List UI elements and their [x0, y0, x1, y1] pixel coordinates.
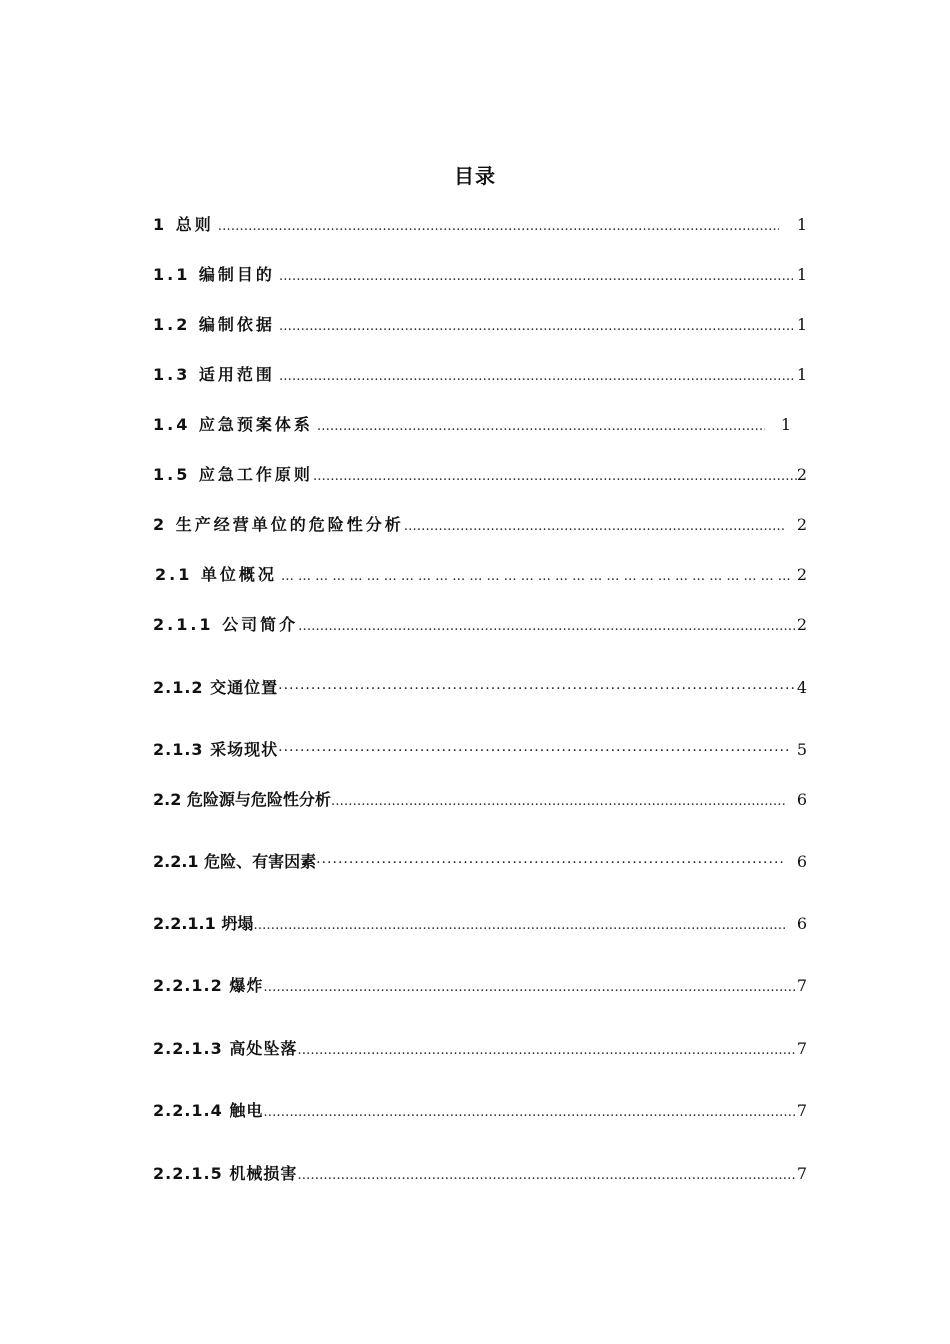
toc-entry-page: 2 [796, 615, 807, 634]
toc-entry-page: 1 [780, 415, 791, 434]
toc-entry-label: 1.1 编制目的 [153, 265, 275, 284]
toc-entry-1-5 [153, 462, 807, 486]
toc-dot-leader [279, 319, 793, 334]
toc-entry-page: 7 [796, 976, 807, 995]
toc-entry-1-1 [153, 262, 807, 286]
toc-entry-2-1-2 [153, 675, 807, 699]
toc-entry-2-2 [153, 787, 807, 811]
toc-entry-2-2-1 [153, 849, 807, 873]
toc-dot-leader [298, 619, 797, 634]
toc-dot-leader [263, 980, 796, 995]
toc-entry-page: 1 [796, 365, 807, 384]
toc-entry-2-2-1-3 [153, 1036, 807, 1060]
toc-entry-2-1-1 [153, 612, 807, 636]
toc-entry-page: 6 [796, 790, 807, 809]
toc-entry-page: 2 [796, 465, 807, 484]
toc-dot-leader [331, 794, 785, 809]
toc-entry-label: 2.2.1.4 触电 [153, 1101, 264, 1120]
toc-entry-label: 2.2.1.1 坍塌 [153, 914, 254, 933]
toc-entry-2-2-1-4 [153, 1098, 807, 1122]
toc-dot-leader [279, 269, 793, 284]
toc-entry-label: 2.2.1.2 爆炸 [153, 976, 264, 995]
toc-entry-label: 1.4 应急预案体系 [153, 415, 313, 434]
toc-entry-2-2-1-2 [153, 973, 807, 997]
toc-entry-page: 6 [796, 914, 807, 933]
toc-dot-leader [297, 1043, 796, 1058]
toc-entry-2-2-1-5 [153, 1161, 807, 1185]
toc-entry-label: 1.5 应急工作原则 [153, 465, 313, 484]
toc-entry-label: 2.1 单位概况 [155, 565, 277, 584]
toc-dot-leader [218, 219, 779, 234]
toc-entry-label: 2.2.1.3 高处坠落 [153, 1039, 298, 1058]
toc-entry-page: 7 [796, 1164, 807, 1183]
toc-dot-leader [313, 469, 797, 484]
toc-entry-label: 1.2 编制依据 [153, 315, 275, 334]
toc-entry-2 [153, 512, 807, 536]
toc-entry-label: 2.2.1.5 机械损害 [153, 1164, 298, 1183]
toc-entry-label: 2.1.1 公司简介 [153, 615, 299, 634]
toc-entry-label: 1.3 适用范围 [153, 365, 275, 384]
toc-entry-label: 2.2 危险源与危险性分析 [153, 790, 331, 809]
toc-dot-leader [317, 419, 765, 434]
toc-entry-2-2-1-1 [153, 911, 807, 935]
toc-entry-page: 1 [796, 315, 807, 334]
toc-dot-leader [281, 569, 793, 584]
toc-entry-2-1-3 [153, 737, 807, 761]
toc-dot-leader [297, 1168, 796, 1183]
toc-entry-page: 1 [796, 215, 807, 234]
toc-title: 目录 [454, 164, 496, 188]
toc-entry-1 [153, 212, 807, 236]
toc-dot-leader [279, 369, 793, 384]
toc-entry-page: 4 [796, 678, 807, 697]
toc-entry-page: 7 [796, 1039, 807, 1058]
toc-entry-2-1 [155, 562, 807, 586]
toc-dot-leader [278, 681, 797, 697]
toc-dot-leader [278, 743, 789, 759]
toc-dot-leader [263, 1105, 796, 1120]
toc-entry-label: 2.1.3 采场现状 [153, 740, 279, 759]
toc-entry-label: 2.1.2 交通位置 [153, 678, 279, 697]
toc-dot-leader [404, 519, 785, 534]
toc-entry-label: 2.2.1 危险、有害因素 [153, 852, 317, 871]
toc-dot-leader [253, 918, 784, 933]
toc-entry-1-2 [153, 312, 807, 336]
toc-entry-page: 2 [796, 515, 807, 534]
toc-dot-leader [316, 855, 785, 871]
toc-entry-page: 5 [796, 740, 807, 759]
toc-entry-1-3 [153, 362, 807, 386]
toc-entry-1-4 [153, 412, 791, 436]
toc-entry-page: 2 [796, 565, 807, 584]
toc-entry-page: 1 [796, 265, 807, 284]
toc-entry-label: 1 总则 [153, 215, 214, 234]
toc-entry-label: 2 生产经营单位的危险性分析 [153, 515, 404, 534]
toc-entry-page: 6 [796, 852, 807, 871]
toc-entry-page: 7 [796, 1101, 807, 1120]
